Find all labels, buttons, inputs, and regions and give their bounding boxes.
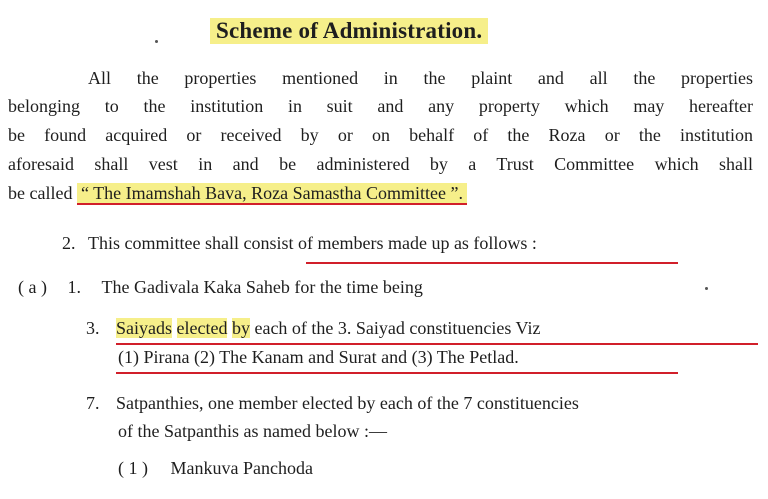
item-3	[86, 318, 540, 339]
item-3-line2: (1) Pirana (2) The Kanam and Surat and (3) The Petlad.	[118, 347, 519, 367]
paragraph-line-prefix: be called	[8, 183, 77, 203]
item-a	[18, 277, 423, 298]
paragraph-line: belonging to the institution in suit and any property which may hereafter	[8, 96, 753, 116]
item-number: 7.	[86, 393, 100, 413]
clause-number: 2.	[62, 233, 76, 253]
paragraph-line: be found acquired or received by or on behalf of the Roza or the institution	[8, 125, 753, 145]
underline-mark	[306, 262, 678, 264]
item-number: 1.	[67, 277, 81, 297]
paragraph-line: All the properties mentioned in the plaint and all the properties	[88, 68, 753, 88]
item-7-line2: of the Satpanthis as named below :—	[118, 421, 387, 441]
underline-mark	[116, 372, 678, 374]
clause-2	[62, 233, 543, 254]
item-text: each of the 3. Saiyad constituencies Viz	[249, 318, 541, 338]
sub-item-label: ( 1 )	[118, 458, 148, 478]
highlight-saiyads: Saiyads	[116, 318, 172, 338]
highlight-elected: elected	[176, 318, 228, 338]
clause-underlined-text: consist of members made up as follows :	[243, 233, 537, 253]
item-text: The Gadivala Kaka Saheb for the time being	[101, 277, 423, 297]
speck	[705, 287, 708, 290]
paragraph-line: aforesaid shall vest in and be administered by a Trust Committee which shall	[8, 154, 753, 174]
item-number: 3.	[86, 318, 100, 338]
underline-mark	[116, 343, 758, 345]
committee-name: “ The Imamshah Bava, Roza Samastha Committee ”.	[77, 183, 467, 205]
highlight-by: by	[231, 318, 250, 338]
item-text: Satpanthies, one member elected by each of the 7 constituencies	[116, 393, 579, 413]
sub-item-1	[118, 458, 313, 479]
speck	[155, 40, 158, 43]
item-label: ( a )	[18, 277, 47, 297]
sub-item-text: Mankuva Panchoda	[170, 458, 313, 478]
item-7	[86, 393, 579, 414]
clause-text: This committee shall	[88, 233, 244, 253]
document-title: Scheme of Administration.	[210, 18, 488, 44]
